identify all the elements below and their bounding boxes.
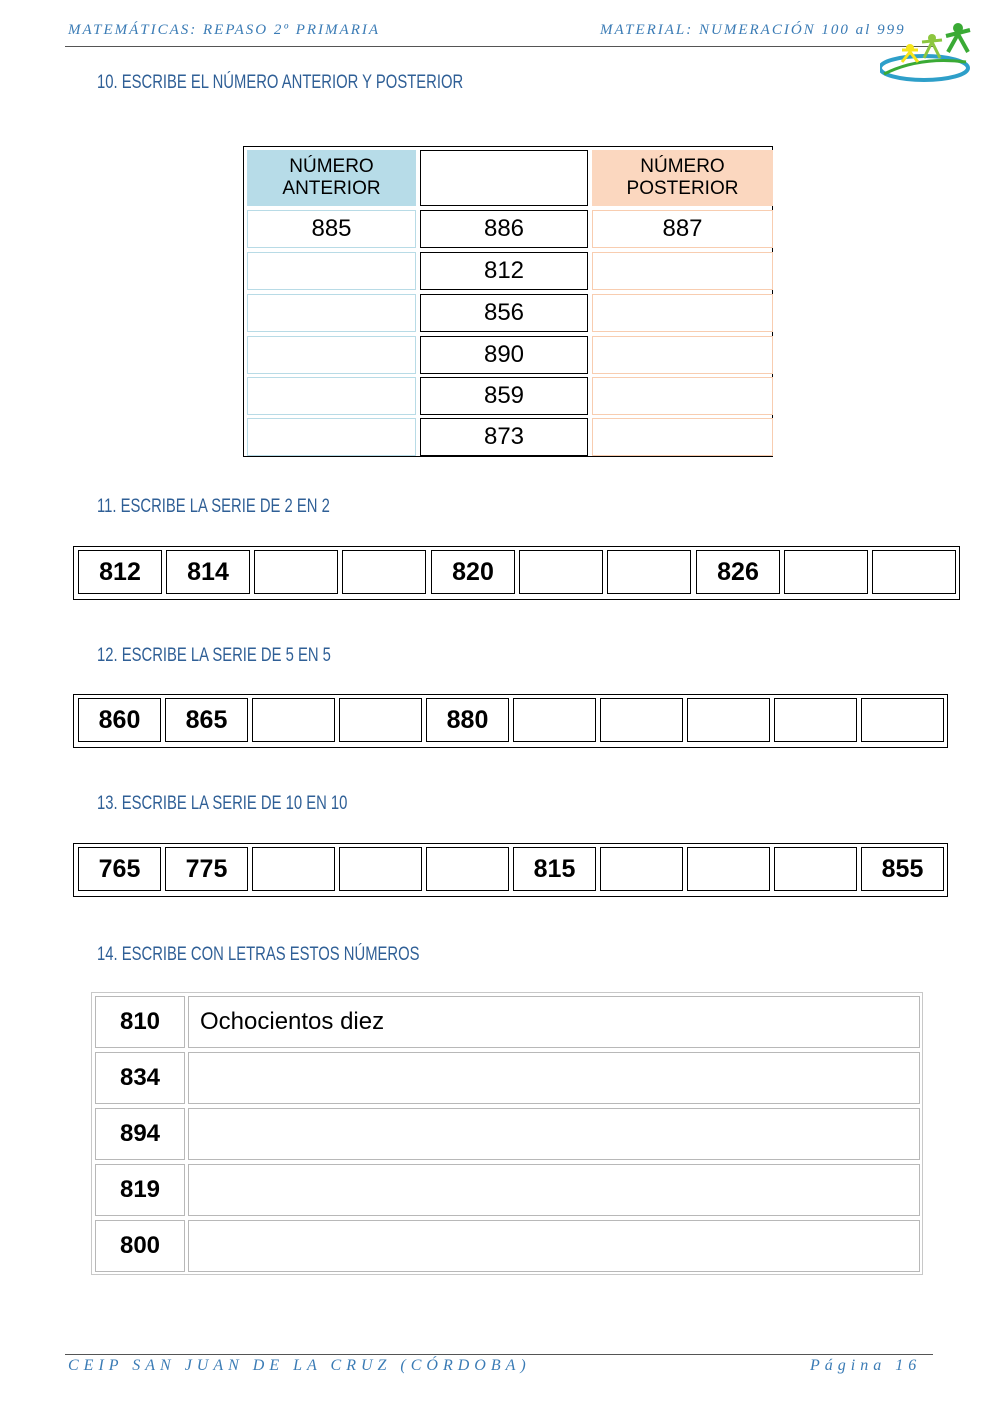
header-anterior: NÚMERO ANTERIOR: [247, 150, 416, 206]
series-cell: 865: [165, 698, 248, 742]
number-cell: 812: [420, 252, 588, 290]
series-cell: 814: [166, 550, 250, 594]
footer-school: CEIP SAN JUAN DE LA CRUZ (CÓRDOBA): [68, 1357, 531, 1374]
page-number: Página 16: [810, 1357, 922, 1374]
series-cell: 815: [513, 847, 596, 891]
series-5-row: [73, 694, 948, 748]
before-after-table: [243, 146, 773, 457]
series-cell: 765: [78, 847, 161, 891]
number-cell: 890: [420, 336, 588, 374]
anterior-cell[interactable]: [247, 377, 416, 415]
series-cell[interactable]: [774, 698, 857, 742]
posterior-cell[interactable]: [592, 294, 773, 332]
series-cell[interactable]: [872, 550, 956, 594]
series-cell[interactable]: [774, 847, 857, 891]
exercise-11-title: 11. ESCRIBE LA SERIE DE 2 EN 2: [97, 496, 330, 517]
posterior-cell[interactable]: [592, 418, 773, 456]
exercise-13-title: 13. ESCRIBE LA SERIE DE 10 EN 10: [97, 793, 348, 814]
exercise-10-title: 10. ESCRIBE EL NÚMERO ANTERIOR Y POSTERIOR: [97, 72, 464, 93]
posterior-cell[interactable]: [592, 336, 773, 374]
number-cell: 859: [420, 377, 588, 415]
number-label: 834: [95, 1052, 185, 1104]
words-answer-field[interactable]: [188, 1220, 920, 1272]
series-cell[interactable]: [607, 550, 691, 594]
series-cell[interactable]: [687, 698, 770, 742]
series-cell[interactable]: [513, 698, 596, 742]
header-middle: [420, 150, 588, 206]
school-logo-icon: [880, 18, 972, 84]
anterior-cell[interactable]: 885: [247, 210, 416, 248]
series-cell[interactable]: [254, 550, 338, 594]
number-label: 800: [95, 1220, 185, 1272]
series-cell[interactable]: [339, 847, 422, 891]
series-cell: 880: [426, 698, 509, 742]
series-cell[interactable]: [519, 550, 603, 594]
header-subject: MATEMÁTICAS: REPASO 2º PRIMARIA: [68, 22, 381, 38]
series-cell[interactable]: [600, 847, 683, 891]
series-cell[interactable]: [600, 698, 683, 742]
series-cell[interactable]: [342, 550, 426, 594]
number-cell: 886: [420, 210, 588, 248]
anterior-cell[interactable]: [247, 336, 416, 374]
posterior-cell[interactable]: [592, 252, 773, 290]
series-cell[interactable]: [861, 698, 944, 742]
anterior-cell[interactable]: [247, 252, 416, 290]
series-10-row: [73, 843, 948, 897]
number-label: 894: [95, 1108, 185, 1160]
series-cell[interactable]: [339, 698, 422, 742]
series-cell: 775: [165, 847, 248, 891]
words-answer-field[interactable]: [188, 1164, 920, 1216]
posterior-cell[interactable]: 887: [592, 210, 773, 248]
number-label: 810: [95, 996, 185, 1048]
series-2-row: [73, 546, 960, 600]
header-posterior: NÚMERO POSTERIOR: [592, 150, 773, 206]
number-cell: 856: [420, 294, 588, 332]
anterior-cell[interactable]: [247, 294, 416, 332]
series-cell: 826: [696, 550, 780, 594]
header-material: MATERIAL: NUMERACIÓN 100 al 999: [600, 22, 906, 38]
series-cell: 812: [78, 550, 162, 594]
words-answer-field[interactable]: [188, 1108, 920, 1160]
series-cell[interactable]: [426, 847, 509, 891]
words-answer-field[interactable]: Ochocientos diez: [188, 996, 920, 1048]
posterior-cell[interactable]: [592, 377, 773, 415]
anterior-cell[interactable]: [247, 418, 416, 456]
series-cell: 860: [78, 698, 161, 742]
number-cell: 873: [420, 418, 588, 456]
header-divider: [65, 46, 933, 47]
series-cell: 855: [861, 847, 944, 891]
exercise-12-title: 12. ESCRIBE LA SERIE DE 5 EN 5: [97, 645, 331, 666]
series-cell: 820: [431, 550, 515, 594]
series-cell[interactable]: [687, 847, 770, 891]
series-cell[interactable]: [252, 698, 335, 742]
footer-divider: [65, 1354, 933, 1355]
series-cell[interactable]: [252, 847, 335, 891]
number-words-table: [91, 992, 923, 1275]
series-cell[interactable]: [784, 550, 868, 594]
words-answer-field[interactable]: [188, 1052, 920, 1104]
exercise-14-title: 14. ESCRIBE CON LETRAS ESTOS NÚMEROS: [97, 944, 420, 965]
number-label: 819: [95, 1164, 185, 1216]
